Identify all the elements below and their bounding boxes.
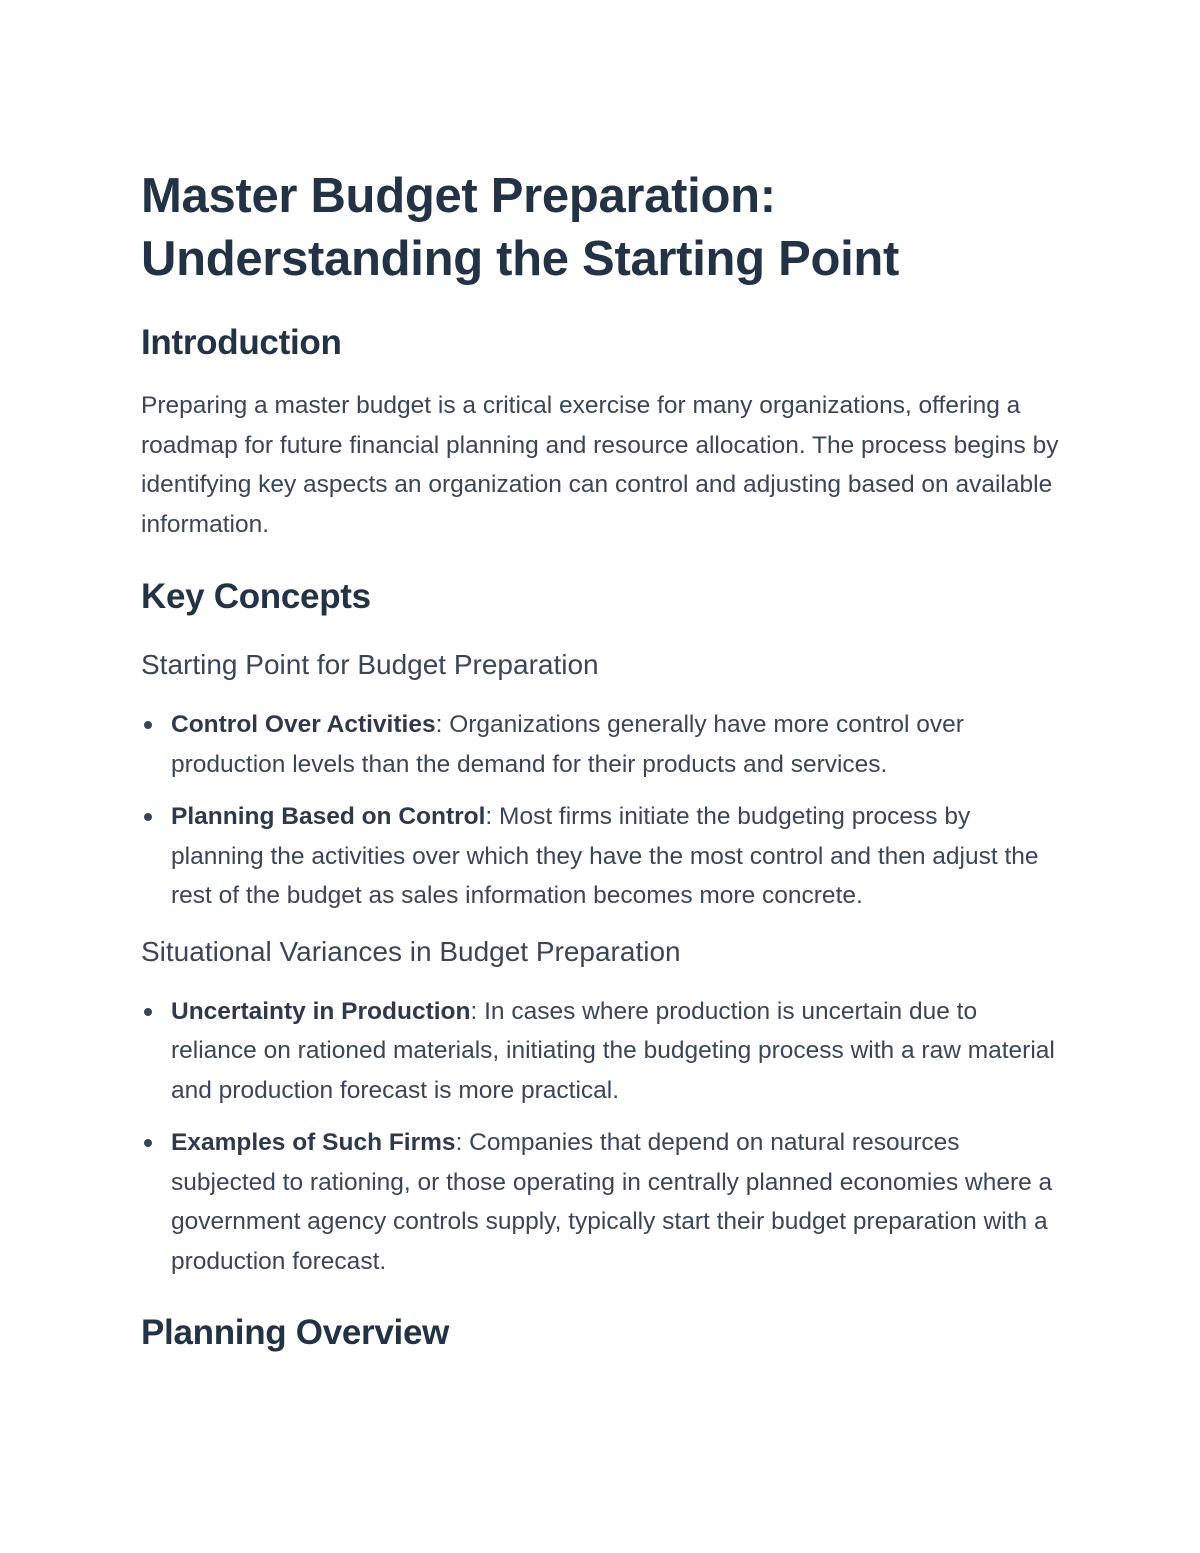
introduction-paragraph: Preparing a master budget is a critical exercise for many organizations, offering a roadmap for future financial planning and resource allocation. The process begins by identifying key aspects an organization can control and adjusting based on available information. (141, 392, 1059, 538)
list-item-text: : Companies that depend on natural resources subjected to rationing, or those operating in centrally planned economies where a government agency controls supply, typically start their budget preparation with a production forecast. (171, 1129, 1053, 1275)
list-item-term: Examples of Such Firms (171, 1129, 456, 1156)
bullet-icon (144, 1139, 152, 1147)
situational-variances-list (141, 992, 1066, 1282)
page-title-line-1: Master Budget Preparation: (141, 169, 776, 223)
list-item (141, 705, 1066, 784)
list-item-term: Planning Based on Control (171, 803, 486, 830)
list-item-text: : In cases where production is uncertain due to reliance on rationed materials, initiating the budgeting process with a raw material and production forecast is more practical. (171, 997, 1055, 1104)
list-item (141, 797, 1066, 916)
bullet-icon (144, 721, 152, 729)
introduction-heading: Introduction (141, 323, 342, 362)
list-item (141, 1123, 1066, 1281)
planning-overview-heading: Planning Overview (141, 1313, 450, 1352)
key-concepts-heading: Key Concepts (141, 577, 371, 616)
list-item-term: Control Over Activities (171, 711, 436, 738)
page-title-line-2: Understanding the Starting Point (141, 232, 900, 286)
page-title (141, 165, 1066, 291)
list-item (141, 992, 1066, 1111)
list-item-text: : Most firms initiate the budgeting process by planning the activities over which they have the most control and then adjust the rest of the budget as sales information becomes more concrete. (171, 803, 1039, 909)
bullet-icon (144, 1008, 152, 1016)
starting-point-heading: Starting Point for Budget Preparation (141, 649, 599, 680)
situational-variances-heading: Situational Variances in Budget Preparation (141, 935, 681, 967)
document-page (141, 165, 1066, 1355)
starting-point-list (141, 705, 1066, 916)
list-item-term: Uncertainty in Production (171, 997, 471, 1025)
bullet-icon (144, 813, 152, 821)
list-item-text: : Organizations generally have more control over production levels than the demand for their products and services. (171, 711, 964, 778)
